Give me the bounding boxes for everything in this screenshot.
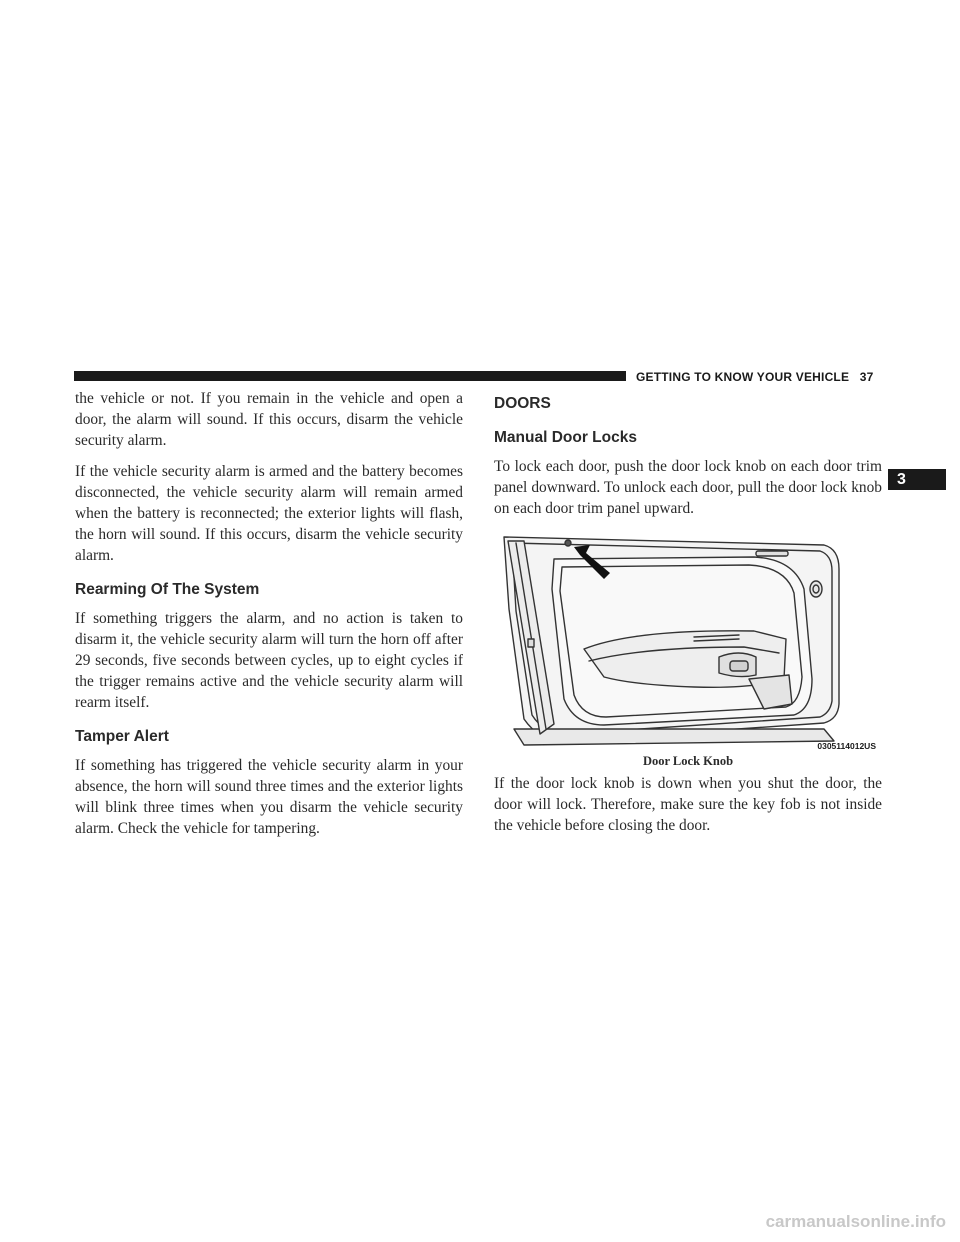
paragraph-alarm-door: the vehicle or not. If you remain in the vehicle and open a door, the alarm will sound. If this occurs, disarm the vehicle security alarm. bbox=[75, 390, 463, 449]
right-column bbox=[494, 388, 882, 836]
door-panel-illustration bbox=[494, 529, 882, 751]
header-rule bbox=[74, 371, 626, 381]
door-lock-figure bbox=[494, 529, 882, 751]
paragraph-tamper: If something has triggered the vehicle security alarm in your absence, the horn will sound three times and the exterior lights will blink three times when you disarm the vehicle security alarm. Check the vehicle for tampering. bbox=[75, 757, 463, 837]
paragraph-lock-unlock: To lock each door, push the door lock knob on each door trim panel downward. To unlock each door, pull the door lock knob on each door trim panel upward. bbox=[494, 458, 882, 517]
header-title: GETTING TO KNOW YOUR VEHICLE bbox=[636, 370, 850, 384]
heading-tamper-alert: Tamper Alert bbox=[75, 728, 169, 745]
figure-caption: Door Lock Knob bbox=[642, 754, 734, 768]
heading-manual-door-locks: Manual Door Locks bbox=[494, 429, 637, 446]
paragraph-door-will-lock: If the door lock knob is down when you shut the door, the door will lock. Therefore, make sure the key fob is not inside the vehicle before closing the door. bbox=[494, 775, 882, 834]
heading-rearming: Rearming Of The System bbox=[75, 581, 260, 598]
paragraph-rearming: If something triggers the alarm, and no action is taken to disarm it, the vehicle security alarm will turn the horn off after 29 seconds, five seconds between cycles, up to eight cycles if the trigger remains active and the vehicle security alarm will rearm itself. bbox=[75, 610, 463, 711]
watermark: carmanualsonline.info bbox=[765, 1212, 946, 1231]
section-heading-doors: DOORS bbox=[494, 395, 551, 412]
paragraph-battery: If the vehicle security alarm is armed and the battery becomes disconnected, the vehicle security alarm will remain armed when the battery is reconnected; the exterior lights will flash, the horn will sound. If this occurs, disarm the vehicle security alarm. bbox=[75, 463, 463, 564]
chapter-tab: 3 bbox=[888, 469, 946, 490]
page-number: 37 bbox=[859, 370, 874, 384]
left-column bbox=[75, 388, 463, 839]
running-header bbox=[636, 370, 886, 384]
figure-code: 0305114012US bbox=[817, 741, 876, 751]
